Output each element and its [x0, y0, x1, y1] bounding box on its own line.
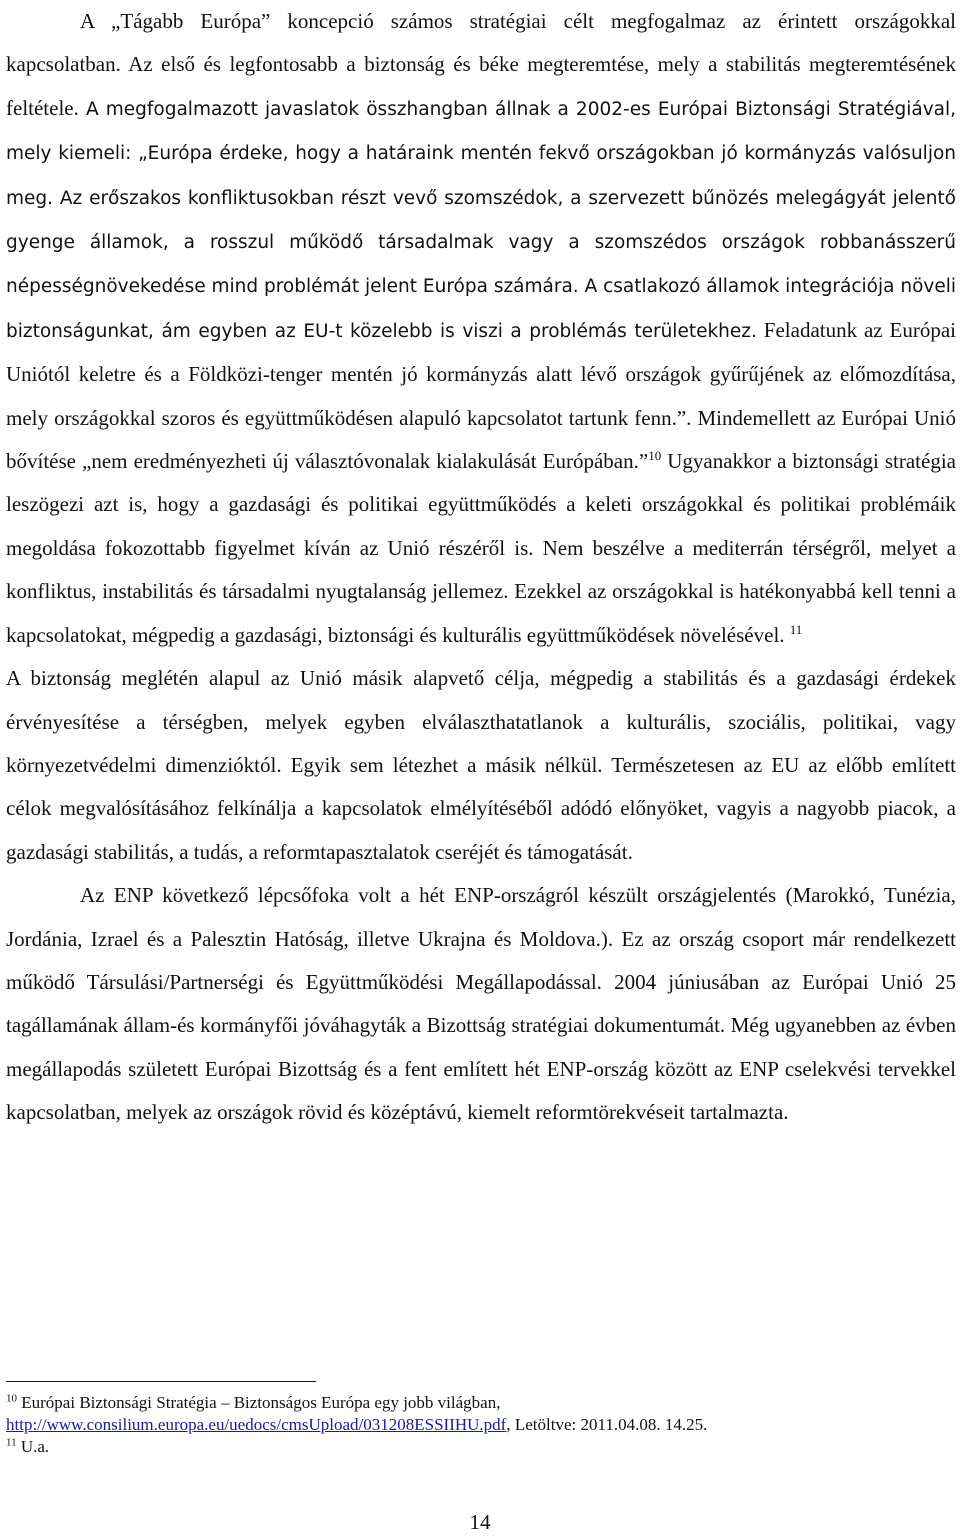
footnote-11 — [6, 1436, 956, 1458]
footnote-10-number: 10 — [6, 1392, 17, 1405]
paragraph-1 — [6, 0, 956, 657]
document-body — [6, 0, 956, 1135]
paragraph-1-continuation: Feladatunk az Európai Uniótól keletre és a Földközi-tenger mentén jó kormányzás alatt lévő országok gyűrűjének az előmozdítása, mely országokkal szoros és együttműködésen alapuló kapcsolatot tartunk fenn.”. Mindemellett az Európai Unió bővítése „nem eredményezheti új választóvonalak kialakulását Európában.” — [6, 317, 957, 474]
footnote-reference-11[interactable]: 11 — [789, 621, 803, 637]
footnote-11-number: 11 — [6, 1436, 17, 1449]
paragraph-1-quote-sans: A megfogalmazott javaslatok összhangban állnak a 2002-es Európai Biztonsági Stratégiával, mely kiemeli: „Európa érdeke, hogy a határaink mentén fekvő országokban jó kormányzás valósuljon meg. Az erőszakos konfliktusokban részt vevő szomszédok, a szervezett bűnözés melegágyát jelentő gyenge államok, a rosszul működő társadalmak vagy a szomszédos országok robbanásszerű népességnövekedése mind problémát jelent Európa számára. A csatlakozó államok integrációja növeli biztonságunkat, ám egyben az EU-t közelebb is viszi a problémás területekhez. — [6, 98, 956, 342]
footnote-separator — [6, 1381, 316, 1382]
footnote-11-text: U.a. — [16, 1437, 50, 1456]
footnote-10 — [6, 1392, 956, 1436]
page-number: 14 — [469, 1510, 491, 1534]
footnote-10-text: Európai Biztonsági Stratégia – Biztonságos Európa egy jobb világban, — [17, 1393, 501, 1412]
paragraph-1-sentence-1: A „Tágabb Európa” koncepció számos stratégiai célt megfogalmaz az érintett országokkal kapcsolatban. Az első és legfontosabb a biztonság és béke megteremtése, mely a stabilitás megteremtésének feltétele. — [6, 9, 956, 120]
footnote-10-retrieved: , Letöltve: 2011.04.08. 14.25. — [506, 1415, 708, 1434]
paragraph-1-ending: Ugyanakkor a biztonsági stratégia leszögezi azt is, hogy a gazdasági és politikai együttműködés a keleti országokkal és politikai problémáik megoldása fokozottabb figyelmet kíván az Unió részéről is. Nem beszélve a mediterrán térségről, melyet a konfliktus, instabilitás és társadalmi nyugtalanság jellemez. Ezekkel az országokkal is hatékonyabbá kell tenni a kapcsolatokat, mégpedig a gazdasági, biztonsági és kulturális együttműködések növelésével. — [6, 449, 956, 647]
footnote-reference-10[interactable]: 10 — [648, 448, 662, 464]
paragraph-2: A biztonság meglétén alapul az Unió másik alapvető célja, mégpedig a stabilitás és a gazdasági érdekek érvényesítése a térségben, melyek egyben elválaszthatatlanok a kulturális, szociális, politikai, vagy környezetvédelmi dimenzióktól. Egyik sem létezhet a másik nélkül. Természetesen az EU az előbb említett célok megvalósításához felkínálja a kapcsolatok elmélyítéséből adódó előnyöket, vagyis a nagyobb piacok, a gazdasági stabilitás, a tudás, a reformtapasztalatok cseréjét és támogatását. — [6, 666, 956, 864]
footnotes — [6, 1392, 956, 1458]
footnote-10-link[interactable]: http://www.consilium.europa.eu/uedocs/cmsUpload/031208ESSIIHU.pdf — [6, 1415, 507, 1434]
paragraph-3: Az ENP következő lépcsőfoka volt a hét ENP-országról készült országjelentés (Marokkó, Tunézia, Jordánia, Izrael és a Palesztin Hatóság, illetve Ukrajna és Moldova.). Ez az ország csoport már rendelkezett működő Társulási/Partnerségi és Együttműködési Megállapodással. 2004 júniusában az Európai Unió 25 tagállamának állam-és kormányfői jóváhagyták a Bizottság stratégiai dokumentumát. Még ugyanebben az évben megállapodás született Európai Bizottság és a fent említett hét ENP-ország között az ENP cselekvési tervekkel kapcsolatban, melyek az országok rövid és középtávú, kiemelt reformtörekvéseit tartalmazta. — [6, 883, 956, 1125]
